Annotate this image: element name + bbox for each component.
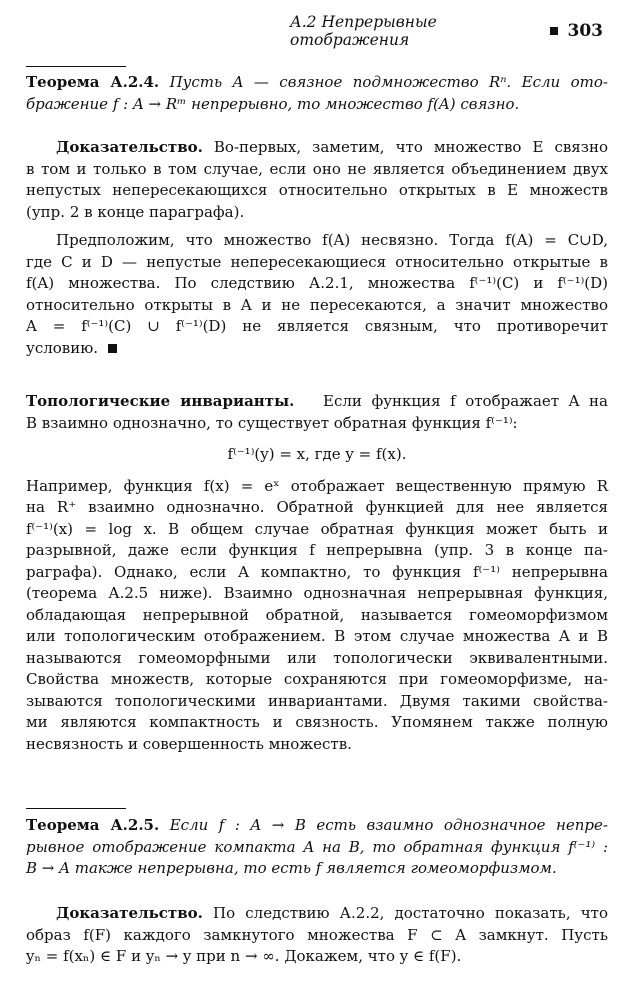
running-header bbox=[290, 13, 603, 49]
section-line: Например, функция f(x) = eˣ отображает вещественную прямую R bbox=[26, 476, 608, 495]
section-line: (теорема А.2.5 ниже). Взаимно однозначная непрерывная функция, bbox=[26, 584, 608, 602]
proof-line: в том и только в том случае, если оно не является объединением двух bbox=[26, 159, 608, 178]
proof-label: Доказательство. bbox=[56, 138, 203, 156]
inverse-formula: f⁽⁻¹⁾(y) = x, где y = f(x). bbox=[227, 445, 407, 463]
section-line: зываются топологическими инвариантами. Двумя такими свойства- bbox=[26, 691, 608, 710]
section-line: или топологическим отображением. В этом случае множества A и B bbox=[26, 627, 608, 645]
proof-line: где C и D — непустые непересекающиеся относительно открытые в bbox=[26, 252, 608, 271]
proof-line: По следствию А.2.2, достаточно показать, что bbox=[213, 904, 608, 922]
proof-line: yₙ = f(xₙ) ∈ F и yₙ → y при n → ∞. Докажем, что y ∈ f(F). bbox=[26, 947, 462, 965]
proof-line: f(A) множества. По следствию А.2.1, множества f⁽⁻¹⁾(C) и f⁽⁻¹⁾(D) bbox=[26, 274, 608, 292]
proof-line: образ f(F) каждого замкнутого множества F ⊂ A замкнут. Пусть bbox=[26, 925, 608, 944]
section-line: называются гомеоморфными или топологически эквивалентными. bbox=[26, 648, 608, 667]
theorem-label: Теорема А.2.5. bbox=[26, 816, 160, 834]
page-number: 303 bbox=[567, 21, 603, 41]
proof-line: относительно открыты в A и не пересекаются, а значит множество bbox=[26, 295, 608, 314]
section-line: Если функция f отображает A на bbox=[323, 392, 608, 410]
section-line: на R⁺ взаимно однозначно. Обратной функцией для нее является bbox=[26, 498, 608, 516]
running-title: А.2 Непрерывные отображения bbox=[290, 13, 437, 49]
square-bullet-icon bbox=[550, 27, 557, 35]
theorem-a24 bbox=[26, 72, 608, 115]
proof-a24 bbox=[26, 137, 608, 359]
theorem-label: Теорема А.2.4. bbox=[26, 73, 160, 91]
proof-line: Предположим, что множество f(A) несвязно. Тогда f(A) = C∪D, bbox=[56, 231, 608, 249]
theorem-text-line: Пусть A — связное подмножество Rⁿ. Если ото- bbox=[169, 73, 608, 91]
invariants-section bbox=[26, 391, 608, 755]
section-line: f⁽⁻¹⁾(x) = log x. В общем случае обратная функция может быть и bbox=[26, 519, 608, 538]
section-heading: Топологические инварианты. bbox=[26, 392, 295, 410]
proof-line: A = f⁽⁻¹⁾(C) ∪ f⁽⁻¹⁾(D) не является связным, что противоречит bbox=[26, 317, 608, 335]
proof-label: Доказательство. bbox=[56, 904, 203, 922]
proof-line: (упр. 2 в конце параграфа). bbox=[26, 202, 245, 221]
theorem-text-line: Если f : A → B есть взаимно однозначное непре- bbox=[169, 816, 608, 834]
proof-line: непустых непересекающихся относительно открытых в E множеств bbox=[26, 181, 608, 199]
theorem-rule bbox=[26, 808, 126, 809]
qed-square-icon bbox=[108, 344, 117, 353]
section-line: разрывной, даже если функция f непрерывна (упр. 3 в конце па- bbox=[26, 541, 608, 559]
proof-line: условию. bbox=[26, 338, 99, 357]
proof-a25 bbox=[26, 903, 608, 968]
section-line: Свойства множеств, которые сохраняются при гомеоморфизме, на- bbox=[26, 670, 608, 688]
section-line: обладающая непрерывной обратной, называется гомеоморфизмом bbox=[26, 605, 608, 624]
theorem-text-line: рывное отображение компакта A на B, то обратная функция f⁽⁻¹⁾ : bbox=[26, 837, 608, 856]
theorem-text-line: B → A также непрерывна, то есть f является гомеоморфизмом. bbox=[26, 859, 557, 877]
section-line: раграфа). Однако, если A компактно, то функция f⁽⁻¹⁾ непрерывна bbox=[26, 562, 608, 581]
section-line: B взаимно однозначно, то существует обратная функция f⁽⁻¹⁾: bbox=[26, 413, 518, 432]
proof-line: Во-первых, заметим, что множество E связно bbox=[213, 138, 608, 156]
section-line: ми являются компактность и связность. Упомянем также полную bbox=[26, 713, 608, 731]
theorem-a25 bbox=[26, 815, 608, 880]
theorem-text-line: бражение f : A → Rᵐ непрерывно, то множество f(A) связно. bbox=[26, 94, 520, 113]
theorem-rule bbox=[26, 66, 126, 67]
section-line: несвязность и совершенность множеств. bbox=[26, 734, 352, 753]
